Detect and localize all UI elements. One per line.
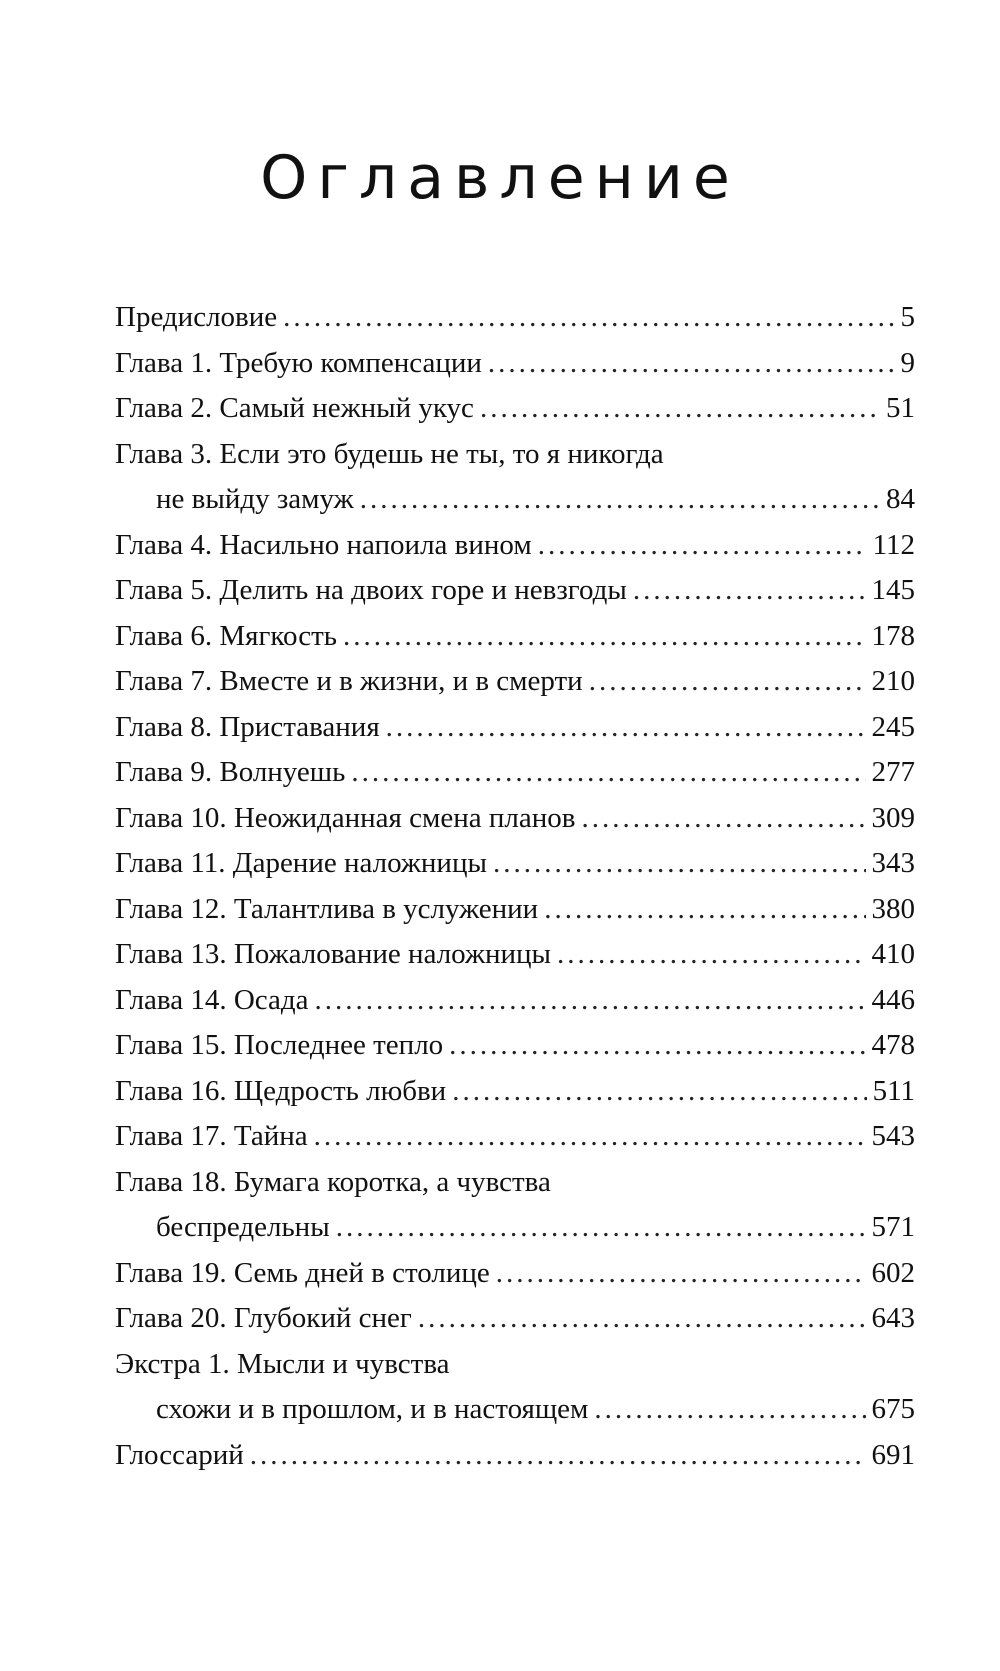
toc-entry-title: Глава 5. Делить на двоих горе и невзгоды xyxy=(115,574,627,606)
toc-entry-title: беспредельны xyxy=(156,1211,330,1243)
toc-entry-continuation xyxy=(115,1205,915,1251)
toc-entry[interactable] xyxy=(115,386,915,432)
toc-entry-line xyxy=(115,659,915,705)
dot-leader xyxy=(343,614,866,660)
toc-entry[interactable] xyxy=(115,705,915,751)
toc-entry[interactable] xyxy=(115,887,915,933)
toc-page-number: 446 xyxy=(871,983,915,1016)
toc-entry-title: не выйду замуж xyxy=(156,483,354,515)
toc-entry[interactable] xyxy=(115,1342,915,1433)
toc-entry-title: схожи и в прошлом, и в настоящем xyxy=(156,1393,589,1425)
toc-entry-line xyxy=(115,978,915,1024)
dot-leader xyxy=(496,1251,866,1297)
toc-entry[interactable] xyxy=(115,1069,915,1115)
toc-entry-title: Глоссарий xyxy=(115,1438,244,1471)
toc-entry-line xyxy=(115,341,915,387)
toc-page-number: 675 xyxy=(871,1393,915,1425)
dot-leader xyxy=(283,295,894,341)
dot-leader xyxy=(336,1205,866,1251)
dot-leader xyxy=(386,705,866,751)
toc-entry-title: Глава 2. Самый нежный укус xyxy=(115,392,474,424)
toc-entry[interactable] xyxy=(115,1296,915,1342)
toc-entry-title: Глава 9. Волнуешь xyxy=(115,756,346,788)
toc-entry-line xyxy=(115,386,915,432)
toc-page-number: 571 xyxy=(871,1211,915,1243)
toc-entry-title: Глава 10. Неожиданная смена планов xyxy=(115,801,576,834)
toc-page-number: 5 xyxy=(900,301,915,333)
toc-entry-line xyxy=(115,1023,915,1069)
toc-entry[interactable] xyxy=(115,659,915,705)
toc-entry[interactable] xyxy=(115,523,915,569)
toc-page-number: 245 xyxy=(871,710,915,743)
dot-leader xyxy=(418,1296,866,1342)
dot-leader xyxy=(633,568,866,614)
toc-entry[interactable] xyxy=(115,1160,915,1251)
toc-page-number: 410 xyxy=(871,938,915,970)
toc-page-number: 178 xyxy=(871,619,915,652)
toc-page-number: 478 xyxy=(871,1029,915,1061)
toc-page-number: 691 xyxy=(871,1438,915,1471)
toc-entry-line xyxy=(115,705,915,751)
toc-entry-line xyxy=(115,1251,915,1297)
page-title: Оглавление xyxy=(260,143,740,213)
toc-entry[interactable] xyxy=(115,568,915,614)
dot-leader xyxy=(538,523,867,569)
toc-entry-title: Глава 11. Дарение наложницы xyxy=(115,847,487,879)
toc-entry-title: Глава 20. Глубокий снег xyxy=(115,1302,412,1334)
toc-entry-line xyxy=(115,614,915,660)
dot-leader xyxy=(544,887,865,933)
toc-entry-title: Глава 4. Насильно напоила вином xyxy=(115,528,532,561)
dot-leader xyxy=(449,1023,865,1069)
toc-entry-line xyxy=(115,1296,915,1342)
toc-page-number: 277 xyxy=(871,756,915,788)
toc-entry[interactable] xyxy=(115,1023,915,1069)
dot-leader xyxy=(360,477,880,523)
dot-leader xyxy=(589,659,866,705)
toc-entry-line xyxy=(115,932,915,978)
toc-entry[interactable] xyxy=(115,932,915,978)
toc-entry-line xyxy=(115,1160,915,1206)
toc-entry-line xyxy=(115,523,915,569)
toc-page-number: 543 xyxy=(871,1120,915,1152)
dot-leader xyxy=(557,932,865,978)
dot-leader xyxy=(250,1433,866,1479)
dot-leader xyxy=(488,341,895,387)
toc-page-number: 602 xyxy=(871,1256,915,1289)
dot-leader xyxy=(493,841,866,887)
toc-entry[interactable] xyxy=(115,432,915,523)
toc-entry-continuation xyxy=(115,477,915,523)
toc-entry-line xyxy=(115,1433,915,1479)
toc-entry-title: Глава 17. Тайна xyxy=(115,1120,308,1152)
toc-entry-title: Экстра 1. Мысли и чувства xyxy=(115,1347,450,1380)
toc-entry-line xyxy=(115,1342,915,1388)
toc-entry[interactable] xyxy=(115,841,915,887)
toc-entry-line xyxy=(115,568,915,614)
toc-entry-title: Глава 15. Последнее тепло xyxy=(115,1029,444,1061)
toc-entry-line xyxy=(115,1069,915,1115)
table-of-contents xyxy=(115,295,915,1478)
toc-entry-title: Глава 19. Семь дней в столице xyxy=(115,1256,490,1289)
toc-entry-title: Предисловие xyxy=(115,301,278,333)
toc-entry-line xyxy=(115,796,915,842)
toc-page-number: 84 xyxy=(886,483,915,515)
toc-page-number: 51 xyxy=(886,392,915,424)
toc-entry[interactable] xyxy=(115,1251,915,1297)
toc-entry-title: Глава 18. Бумага коротка, а чувства xyxy=(115,1165,551,1198)
toc-page-number: 112 xyxy=(872,528,915,561)
toc-page-number: 309 xyxy=(871,801,915,834)
toc-entry-continuation xyxy=(115,1387,915,1433)
toc-entry-title: Глава 7. Вместе и в жизни, и в смерти xyxy=(115,665,583,697)
dot-leader xyxy=(581,796,865,842)
toc-page-number: 511 xyxy=(872,1074,915,1107)
toc-entry[interactable] xyxy=(115,1433,915,1479)
toc-entry-title: Глава 16. Щедрость любви xyxy=(115,1074,447,1107)
toc-entry[interactable] xyxy=(115,750,915,796)
toc-entry-line xyxy=(115,841,915,887)
toc-entry-title: Глава 6. Мягкость xyxy=(115,619,337,652)
toc-entry-line xyxy=(115,295,915,341)
toc-page-number: 9 xyxy=(900,346,915,379)
dot-leader xyxy=(351,750,865,796)
toc-entry[interactable] xyxy=(115,796,915,842)
toc-entry-title: Глава 12. Талантлива в услужении xyxy=(115,892,539,925)
toc-entry-title: Глава 8. Приставания xyxy=(115,710,380,743)
toc-entry-title: Глава 1. Требую компенсации xyxy=(115,346,482,379)
toc-page-number: 643 xyxy=(871,1302,915,1334)
toc-entry-title: Глава 13. Пожалование наложницы xyxy=(115,938,552,970)
toc-page-number: 210 xyxy=(871,665,915,697)
toc-entry-line xyxy=(115,887,915,933)
toc-entry-line xyxy=(115,432,915,478)
toc-page-number: 343 xyxy=(871,847,915,879)
dot-leader xyxy=(480,386,880,432)
dot-leader xyxy=(594,1387,865,1433)
toc-entry[interactable] xyxy=(115,341,915,387)
dot-leader xyxy=(452,1069,866,1115)
dot-leader xyxy=(314,1114,866,1160)
toc-entry[interactable] xyxy=(115,295,915,341)
dot-leader xyxy=(315,978,866,1024)
toc-page-number: 145 xyxy=(871,574,915,606)
toc-entry-title: Глава 3. Если это будешь не ты, то я никогда xyxy=(115,437,664,470)
toc-entry[interactable] xyxy=(115,614,915,660)
toc-entry-line xyxy=(115,1114,915,1160)
toc-entry-title: Глава 14. Осада xyxy=(115,983,309,1016)
toc-entry[interactable] xyxy=(115,978,915,1024)
toc-entry-line xyxy=(115,750,915,796)
toc-entry[interactable] xyxy=(115,1114,915,1160)
toc-page-number: 380 xyxy=(871,892,915,925)
